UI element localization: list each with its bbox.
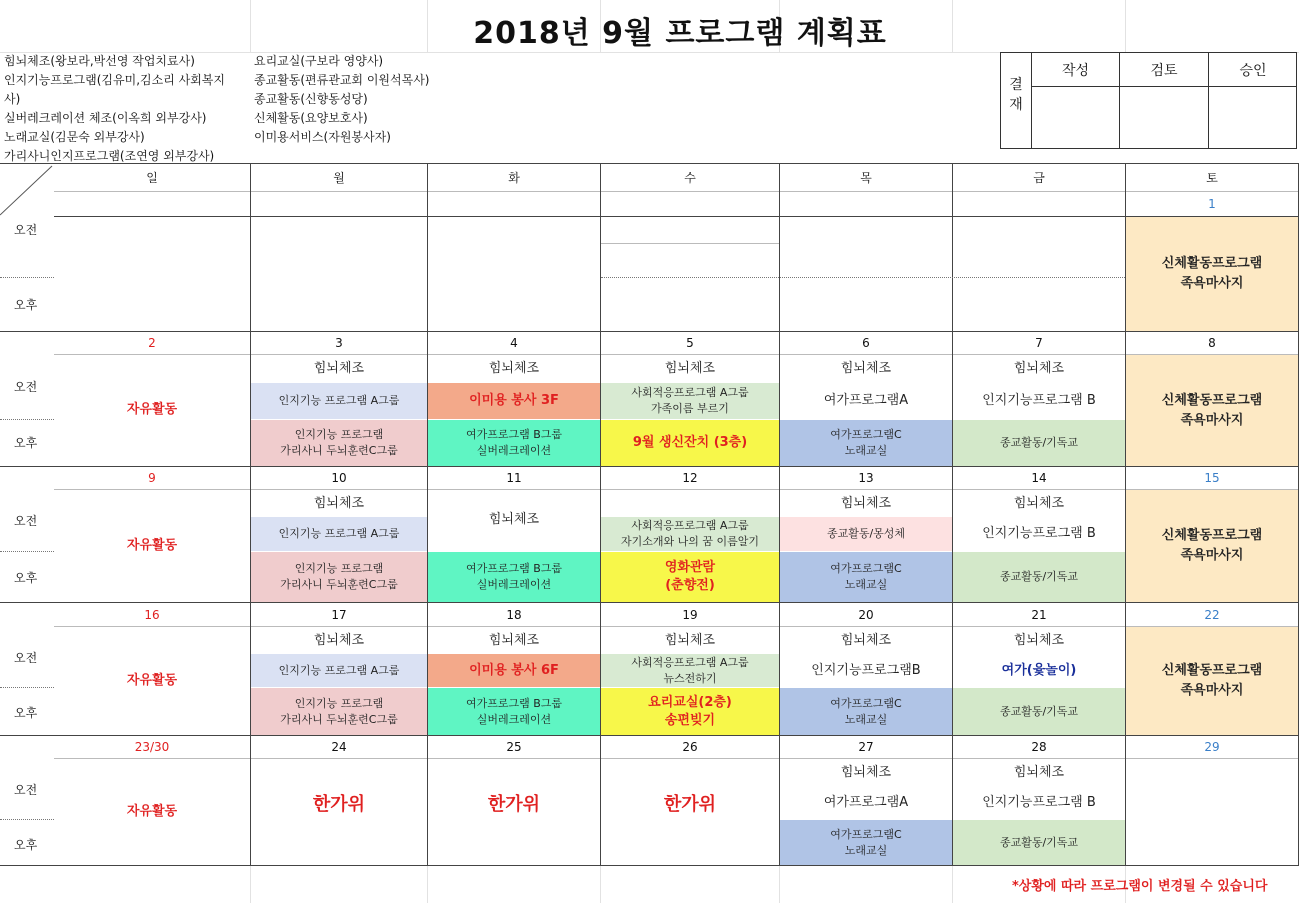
- am-activity: 여가(윷놀이): [1001, 662, 1077, 678]
- sat-activity: 신체활동프로그램 족욕마사지: [1126, 490, 1298, 602]
- pm-activity: 여가프로그램C 노래교실: [780, 552, 952, 602]
- day-number: 7: [1035, 336, 1043, 350]
- pm-activity: 요리교실(2층) 송편빚기: [601, 688, 779, 735]
- day-number: 29: [1204, 740, 1220, 754]
- legend-item: 신체활동(요양보호사): [254, 111, 368, 125]
- am-activity: 사회적응프로그램 A그룹 가족이름 부르기: [601, 383, 779, 419]
- sun-activity: 자유활동: [126, 804, 178, 819]
- day-number: 25: [506, 740, 522, 754]
- legend-item: 실버레크레이션 체조(이옥희 외부강사): [4, 111, 207, 125]
- top-activity: 힘뇌체조: [840, 495, 892, 511]
- day-number: 3: [335, 336, 343, 350]
- weekday-thu: 목: [860, 171, 872, 185]
- top-activity: 힘뇌체조: [313, 495, 365, 511]
- top-activity: 힘뇌체조: [840, 764, 892, 780]
- day-number: 19: [682, 608, 698, 622]
- pm-activity: 여가프로그램C 노래교실: [780, 688, 952, 735]
- day-number: 5: [686, 336, 694, 350]
- approval-header-author: 작성: [1061, 63, 1090, 79]
- sat-activity: 신체활동프로그램 족욕마사지: [1126, 217, 1298, 331]
- sat-activity: 신체활동프로그램 족욕마사지: [1126, 355, 1298, 466]
- am-activity: 사회적응프로그램 A그룹 뉴스전하기: [601, 654, 779, 687]
- legend-item: 힘뇌체조(왕보라,박선영 작업치료사): [4, 54, 195, 68]
- pm-label: 오후: [14, 706, 38, 720]
- top-activity: 힘뇌체조: [488, 361, 540, 376]
- pm-activity: 인지기능 프로그램 가리사니 두뇌훈련C그룹: [251, 552, 427, 602]
- pm-activity: 여가프로그램 B그룹 실버레크레이션: [428, 552, 600, 602]
- day-number: 2: [148, 336, 156, 350]
- holiday-label: 한가위: [663, 794, 717, 815]
- weekday-sat: 토: [1206, 171, 1218, 185]
- day-number: 8: [1208, 336, 1216, 350]
- day-number: 20: [858, 608, 874, 622]
- pm-activity: 여가프로그램 B그룹 실버레크레이션: [428, 420, 600, 466]
- am-label: 오전: [14, 514, 38, 528]
- approval-side-label: 결 재: [1009, 77, 1023, 113]
- top-activity: 힘뇌체조: [1013, 361, 1065, 376]
- am-activity: 인지기능프로그램B: [811, 662, 921, 678]
- am-label: 오전: [14, 651, 38, 665]
- legend-item: 이미용서비스(자원봉사자): [254, 130, 391, 144]
- am-label: 오전: [14, 223, 38, 237]
- day-number: 9: [148, 471, 156, 485]
- pm-activity: 여가프로그램C 노래교실: [780, 820, 952, 865]
- top-activity: 힘뇌체조: [664, 632, 716, 648]
- top-activity: 힘뇌체조: [840, 361, 892, 376]
- top-activity: 힘뇌체조: [488, 632, 540, 648]
- am-activity: 여가프로그램A: [823, 393, 909, 408]
- pm-label: 오후: [14, 571, 38, 585]
- pm-activity: 종교활동/기독교: [953, 420, 1125, 466]
- weekday-wed: 수: [684, 171, 696, 185]
- approval-header-approve: 승인: [1239, 63, 1267, 79]
- legend-item: 가리사니인지프로그램(조연영 외부강사): [4, 149, 215, 163]
- am-activity: 인지기능 프로그램 A그룹: [251, 654, 427, 687]
- am-activity: 여가프로그램A: [823, 794, 909, 810]
- day-number: 26: [682, 740, 698, 754]
- top-activity: 힘뇌체조: [313, 632, 365, 648]
- pm-label: 오후: [14, 436, 38, 450]
- top-activity: 힘뇌체조: [664, 361, 716, 376]
- am-activity: 인지기능프로그램 B: [982, 526, 1096, 541]
- top-activity: 힘뇌체조: [840, 632, 892, 648]
- approval-box: [1000, 52, 1297, 149]
- top-activity: 힘뇌체조: [1013, 632, 1065, 648]
- day-number: 18: [506, 608, 522, 622]
- day-number: 23/30: [134, 740, 170, 754]
- pm-activity: 종교활동/기독교: [953, 688, 1125, 735]
- pm-label: 오후: [14, 298, 38, 312]
- day-number: 11: [506, 471, 522, 485]
- top-activity: 힘뇌체조: [313, 361, 365, 376]
- day-number: 4: [510, 336, 518, 350]
- footer-note: *상황에 따라 프로그램이 변경될 수 있습니다: [1012, 879, 1268, 894]
- weekday-mon: 월: [333, 171, 345, 185]
- page-title: 2018년 9월 프로그램 계획표: [473, 16, 887, 51]
- sun-activity: 자유활동: [126, 402, 178, 417]
- holiday-label: 한가위: [312, 794, 366, 815]
- weekday-fri: 금: [1033, 171, 1045, 185]
- am-label: 오전: [14, 783, 38, 797]
- am-activity: 이미용 봉사 3F: [428, 383, 600, 419]
- day-number: 14: [1031, 471, 1047, 485]
- day-number: 15: [1204, 471, 1220, 485]
- day-number: 17: [331, 608, 347, 622]
- header-diagonal: [0, 164, 54, 216]
- pm-activity: 영화관람 (춘향전): [601, 552, 779, 602]
- pm-activity: 9월 생신잔치 (3층): [601, 420, 779, 466]
- day-number: 12: [682, 471, 698, 485]
- day-number: 16: [144, 608, 160, 622]
- legend-item: 종교활동(신향동성당): [254, 92, 368, 106]
- day-number: 13: [858, 471, 874, 485]
- holiday-label: 한가위: [487, 794, 541, 815]
- am-activity: 종교활동/몽성체: [780, 517, 952, 551]
- pm-activity: 인지기능 프로그램 가리사니 두뇌훈련C그룹: [251, 420, 427, 466]
- day-number: 6: [862, 336, 870, 350]
- am-activity: 사회적응프로그램 A그룹 자기소개와 나의 꿈 이름알기: [601, 517, 779, 551]
- weekday-tue: 화: [508, 171, 520, 185]
- pm-activity: 종교활동/기독교: [953, 552, 1125, 602]
- day-number: 21: [1031, 608, 1047, 622]
- am-activity: 힘뇌체조: [488, 512, 540, 527]
- pm-activity: 여가프로그램C 노래교실: [780, 420, 952, 466]
- top-activity: 힘뇌체조: [1013, 764, 1065, 780]
- approval-header-review: 검토: [1150, 63, 1178, 79]
- sat-activity: 신체활동프로그램 족욕마사지: [1126, 627, 1298, 735]
- day-number: 10: [331, 471, 347, 485]
- legend-item: 종교활동(편류관교회 이원석목사): [254, 73, 430, 87]
- pm-label: 오후: [14, 838, 38, 852]
- am-activity: 인지기능프로그램 B: [982, 794, 1096, 810]
- am-activity: 이미용 봉사 6F: [428, 654, 600, 687]
- am-activity: 인지기능 프로그램 A그룹: [251, 383, 427, 419]
- legend-item: 인지기능프로그램(김유미,김소리 사회복지: [4, 73, 225, 87]
- day-number: 28: [1031, 740, 1047, 754]
- pm-activity: 종교활동/기독교: [953, 820, 1125, 865]
- sun-activity: 자유활동: [126, 673, 178, 688]
- pm-activity: 인지기능 프로그램 가리사니 두뇌훈련C그룹: [251, 688, 427, 735]
- am-activity: 인지기능프로그램 B: [982, 393, 1096, 408]
- pm-activity: 여가프로그램 B그룹 실버레크레이션: [428, 688, 600, 735]
- am-activity: 인지기능 프로그램 A그룹: [251, 517, 427, 551]
- legend-item: 노래교실(김문숙 외부강사): [4, 130, 145, 144]
- legend-item: 사): [4, 92, 21, 106]
- weekday-sun: 일: [146, 171, 158, 185]
- top-activity: 힘뇌체조: [1013, 495, 1065, 511]
- day-number: 1: [1208, 197, 1216, 211]
- day-number: 27: [858, 740, 874, 754]
- day-number: 24: [331, 740, 347, 754]
- sun-activity: 자유활동: [126, 538, 178, 553]
- am-label: 오전: [14, 380, 38, 394]
- day-number: 22: [1204, 608, 1220, 622]
- legend-item: 요리교실(구보라 영양사): [254, 54, 384, 68]
